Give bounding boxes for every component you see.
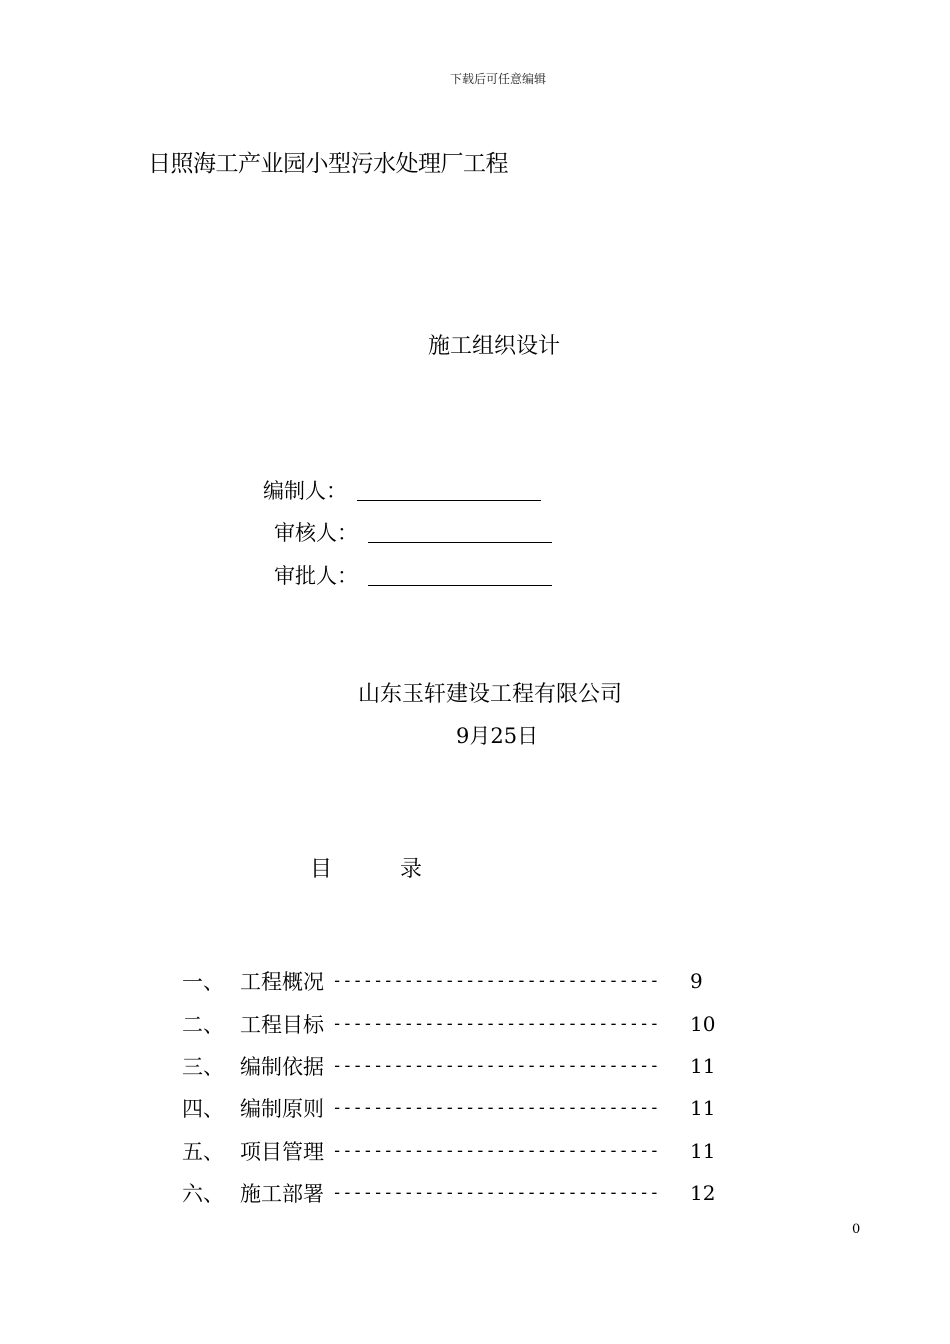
header-note: 下载后可任意编辑 — [449, 72, 546, 86]
toc-item-leader: -------------------------------- — [332, 1013, 660, 1034]
toc-item-leader: -------------------------------- — [332, 1055, 660, 1076]
toc-item[interactable] — [182, 1087, 722, 1129]
toc-item-leader: -------------------------------- — [332, 971, 660, 992]
project-title: 日照海工产业园小型污水处理厂工程 — [148, 151, 508, 177]
signature-row-editor — [263, 475, 541, 505]
toc-item-number: 五、 — [182, 1139, 224, 1164]
date-month: 9 — [456, 724, 470, 748]
signature-line-reviewer — [368, 541, 552, 543]
toc-item-page: 11 — [690, 1096, 716, 1121]
toc-item-page: 9 — [690, 969, 703, 994]
toc-item-number: 四、 — [182, 1097, 224, 1122]
signature-row-approver — [274, 560, 552, 590]
toc-title-right: 录 — [400, 857, 423, 882]
toc-item-number: 一、 — [182, 970, 224, 995]
signature-label-editor: 编制人： — [263, 479, 347, 503]
date-day-char: 日 — [517, 724, 539, 748]
signature-row-reviewer — [274, 517, 552, 547]
table-of-contents — [182, 960, 722, 1214]
signature-line-editor — [357, 499, 541, 501]
toc-item-leader: -------------------------------- — [332, 1140, 660, 1161]
page-number: 0 — [852, 1222, 861, 1237]
toc-item[interactable] — [182, 960, 722, 1002]
toc-title-left: 目 — [310, 857, 333, 882]
document-type-title: 施工组织设计 — [428, 334, 561, 359]
date-day: 25 — [490, 724, 518, 748]
toc-item-page: 10 — [690, 1011, 716, 1036]
toc-item-label: 工程目标 — [240, 1012, 324, 1037]
toc-item-label: 编制依据 — [240, 1054, 324, 1079]
date-month-char: 月 — [469, 724, 491, 748]
toc-item[interactable] — [182, 1172, 722, 1214]
toc-item-number: 二、 — [182, 1012, 224, 1037]
signature-line-approver — [368, 584, 552, 586]
toc-item[interactable] — [182, 1002, 722, 1044]
toc-title — [310, 852, 422, 883]
document-date — [456, 720, 538, 750]
toc-item-page: 11 — [690, 1138, 716, 1163]
toc-item-page: 11 — [690, 1053, 716, 1078]
signature-label-approver: 审批人： — [274, 564, 358, 588]
toc-item-label: 工程概况 — [240, 970, 324, 995]
toc-item-label: 编制原则 — [240, 1097, 324, 1122]
toc-item[interactable] — [182, 1130, 722, 1172]
toc-item-page: 12 — [690, 1181, 716, 1206]
signature-label-reviewer: 审核人： — [274, 521, 358, 545]
toc-item-leader: -------------------------------- — [332, 1183, 660, 1204]
toc-item-number: 六、 — [182, 1182, 224, 1207]
toc-item-label: 项目管理 — [240, 1139, 324, 1164]
company-name: 山东玉轩建设工程有限公司 — [358, 682, 623, 707]
toc-item-label: 施工部署 — [240, 1182, 324, 1207]
toc-item[interactable] — [182, 1045, 722, 1087]
toc-item-number: 三、 — [182, 1054, 224, 1079]
toc-item-leader: -------------------------------- — [332, 1098, 660, 1119]
